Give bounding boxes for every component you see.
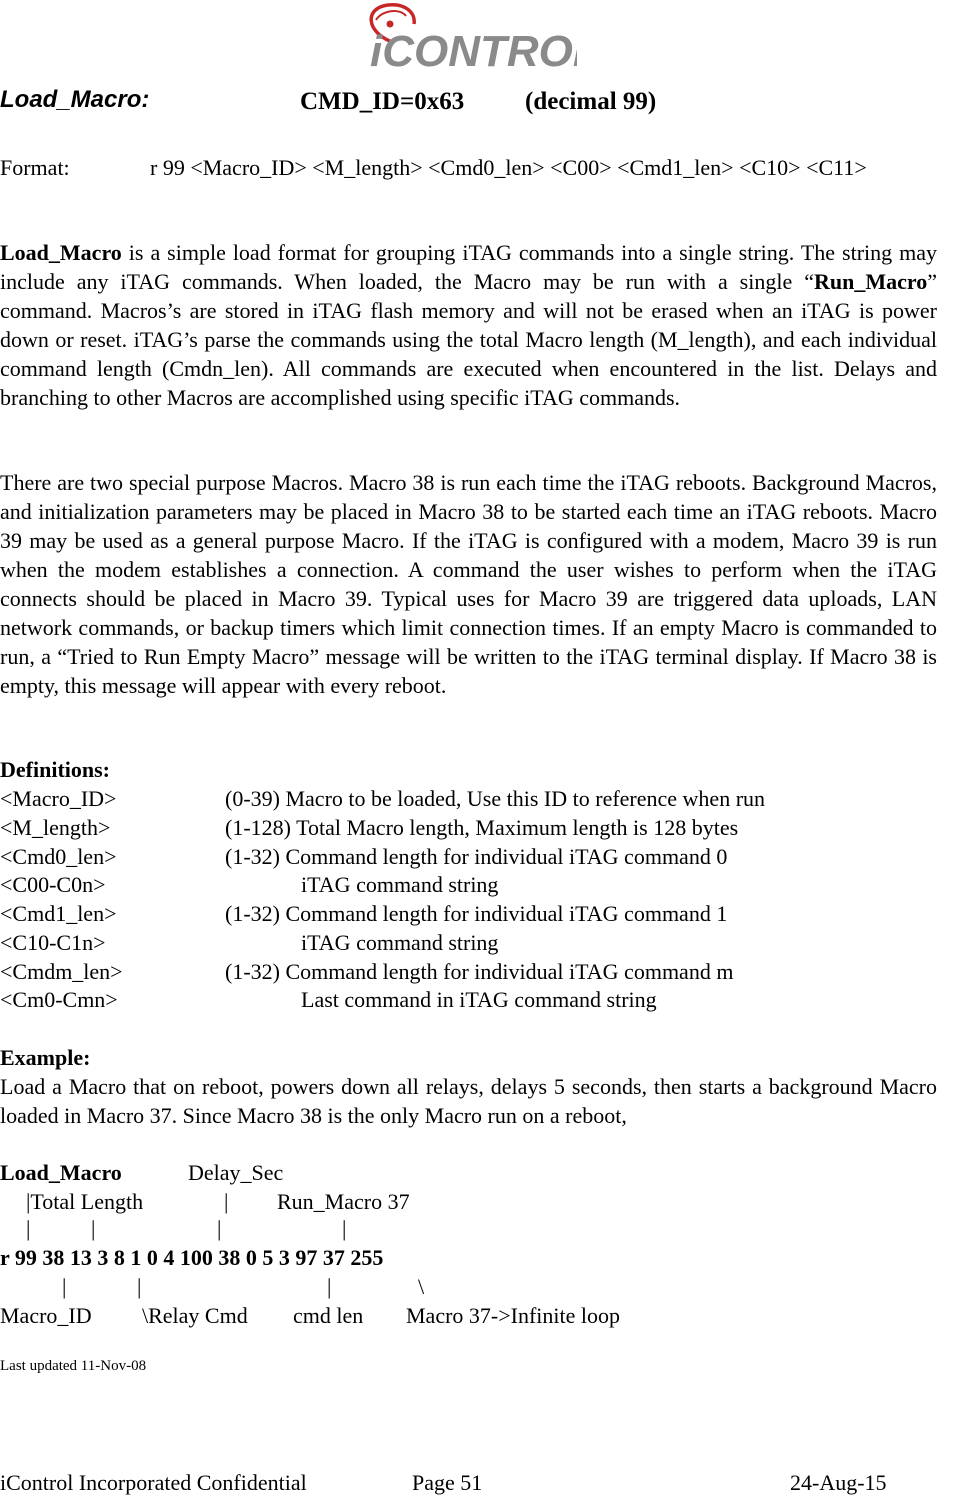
diagram-command-string: r 99 38 13 3 8 1 0 4 100 38 0 5 3 97 37 255 bbox=[0, 1245, 384, 1270]
command-decimal: (decimal 99) bbox=[525, 88, 657, 115]
format-label: Format: bbox=[0, 155, 70, 180]
diagram-cmd-len: cmd len bbox=[293, 1303, 364, 1328]
icontrol-logo bbox=[362, 2, 577, 74]
diagram-pipe: | bbox=[62, 1274, 67, 1299]
last-updated: Last updated 11-Nov-08 bbox=[0, 1358, 147, 1374]
description-paragraph: Load_Macro is a simple load format for grouping iTAG commands into a single string. The string may include any iTAG commands. When loaded, the Macro may be run with a single “Run_Macro” command. Macros’s are stored in iTAG flash memory and will not be erased when an iTAG is power down or reset. iTAG’s parse the commands using the total Macro length (M_length), and each individual command length (Cmdn_len). All commands are executed when encountered in the list. Delays and branching to other Macros are accomplished using specific iTAG commands. bbox=[0, 240, 937, 410]
definitions-heading: Definitions: bbox=[0, 757, 110, 782]
definition-desc: (1-128) Total Macro length, Maximum length is 128 bytes bbox=[225, 815, 739, 840]
diagram-pipe: | bbox=[26, 1216, 31, 1241]
special-macros-paragraph: There are two special purpose Macros. Macro 38 is run each time the iTAG reboots. Background Macros, and initialization parameters may be placed in Macro 38 to be started each time an iTAG reboots. Macro 39 may be used as a general purpose Macro. If the iTAG is configured with a modem, Macro 39 is run when the modem establishes a connection. A command the user wishes to perform when the iTAG connects should be placed in Macro 39. Typical uses for Macro 39 are triggered data uploads, LAN network commands, or backup timers which limit connection times. If an empty Macro is commanded to run, a “Tried to Run Empty Macro” message will be written to the iTAG terminal display. If Macro 38 is empty, this message will appear with every reboot. bbox=[0, 470, 937, 698]
definition-term: <C00-C0n> bbox=[0, 872, 106, 897]
diagram-pipe: | bbox=[217, 1216, 222, 1241]
diagram-infinite-loop: Macro 37->Infinite loop bbox=[406, 1303, 621, 1328]
diagram-delay-sec: Delay_Sec bbox=[188, 1160, 284, 1185]
diagram-load-macro: Load_Macro bbox=[0, 1160, 122, 1185]
example-heading: Example: bbox=[0, 1045, 91, 1070]
diagram-macro-id: Macro_ID bbox=[0, 1303, 92, 1328]
diagram-pipe: | bbox=[91, 1216, 96, 1241]
definition-desc: iTAG command string bbox=[301, 872, 499, 897]
command-name: Load_Macro: bbox=[0, 86, 150, 113]
format-value: r 99 <Macro_ID> <M_length> <Cmd0_len> <C00> <Cmd1_len> <C10> <C11> bbox=[150, 155, 867, 180]
logo-text: iCONTROL bbox=[370, 27, 577, 74]
diagram-pipe: | bbox=[137, 1274, 142, 1299]
diagram-pipe: | bbox=[327, 1274, 332, 1299]
diagram-total-length: |Total Length bbox=[26, 1189, 144, 1214]
diagram-backslash: \ bbox=[418, 1274, 425, 1299]
definition-desc: iTAG command string bbox=[301, 930, 499, 955]
example-text: Load a Macro that on reboot, powers down all relays, delays 5 seconds, then starts a background Macro loaded in Macro 37. Since Macro 38 is the only Macro run on a reboot, bbox=[0, 1074, 937, 1128]
definition-term: <M_length> bbox=[0, 815, 111, 840]
definition-term: <C10-C1n> bbox=[0, 930, 106, 955]
definition-desc: (1-32) Command length for individual iTAG command 1 bbox=[225, 901, 728, 926]
diagram-run-macro: Run_Macro 37 bbox=[277, 1189, 410, 1214]
command-id: CMD_ID=0x63 bbox=[300, 88, 465, 115]
definition-desc: (1-32) Command length for individual iTAG command m bbox=[225, 959, 734, 984]
diagram-pipe: | bbox=[224, 1189, 229, 1214]
definition-term: <Cmd1_len> bbox=[0, 901, 117, 926]
footer-company: iControl Incorporated Confidential bbox=[0, 1470, 307, 1495]
definition-desc: (0-39) Macro to be loaded, Use this ID to reference when run bbox=[225, 786, 766, 811]
definition-term: <Macro_ID> bbox=[0, 786, 117, 811]
definition-desc: (1-32) Command length for individual iTAG command 0 bbox=[225, 844, 728, 869]
definition-term: <Cmdm_len> bbox=[0, 959, 123, 984]
footer-date: 24-Aug-15 bbox=[790, 1470, 887, 1495]
logo-swoosh-icon bbox=[362, 2, 577, 74]
definition-term: <Cmd0_len> bbox=[0, 844, 117, 869]
footer-page-number: Page 51 bbox=[412, 1470, 483, 1495]
definition-term: <Cm0-Cmn> bbox=[0, 987, 118, 1012]
diagram-pipe: | bbox=[342, 1216, 347, 1241]
definition-desc: Last command in iTAG command string bbox=[301, 987, 657, 1012]
diagram-relay-cmd: \Relay Cmd bbox=[142, 1303, 248, 1328]
